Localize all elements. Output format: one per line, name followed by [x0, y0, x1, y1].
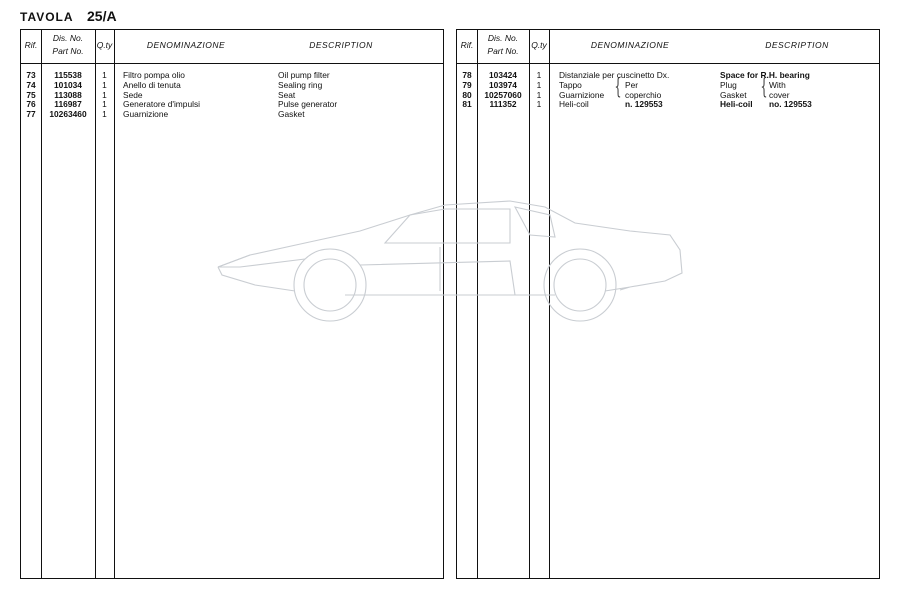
cell-qty: 1	[536, 70, 542, 80]
cell-rif: 81	[462, 99, 472, 110]
cell-denominazione: Guarnizione	[559, 89, 605, 100]
cell-qty: 1	[102, 70, 107, 80]
cell-part-no: 116987	[54, 99, 82, 110]
cell-part-no: 101034	[54, 79, 82, 90]
table-row	[21, 110, 443, 120]
cell-description: Sealing ring	[278, 79, 323, 90]
cell-rif: 74	[26, 79, 36, 90]
cell-denominazione: Anello di tenuta	[123, 79, 181, 90]
table-row	[21, 71, 443, 81]
tavola-label: TAVOLA	[20, 10, 74, 24]
cell-denominazione-2: coperchio	[625, 89, 662, 100]
header-divider	[21, 63, 443, 64]
table-row	[457, 91, 879, 101]
col-header-denominazione: DENOMINAZIONE	[146, 40, 226, 50]
col-header-description: DESCRIPTION	[309, 40, 373, 50]
cell-qty: 1	[102, 99, 107, 110]
header-divider	[457, 63, 879, 64]
cell-description: Gasket	[720, 89, 747, 100]
col-header-description: DESCRIPTION	[765, 40, 829, 50]
cell-description: Space for R.H. bearing	[720, 70, 810, 80]
col-header-rif: Rif.	[460, 40, 474, 50]
cell-qty: 1	[536, 89, 542, 100]
col-header-qty: Q.ty	[96, 40, 113, 50]
cell-denominazione: Generatore d'impulsi	[123, 99, 201, 110]
brace-icon: {	[760, 75, 768, 100]
cell-description-2: no. 129553	[769, 99, 812, 110]
tavola-number: 25/A	[87, 8, 117, 24]
cell-part-no: 103424	[489, 70, 517, 80]
table-row	[457, 100, 879, 110]
cell-denominazione: Filtro pompa olio	[123, 70, 185, 80]
cell-part-no: 10263460	[49, 109, 87, 120]
cell-denominazione: Heli-coil	[559, 99, 589, 110]
cell-description: Pulse generator	[278, 99, 338, 110]
cell-qty: 1	[536, 79, 542, 90]
table-row	[21, 81, 443, 91]
cell-rif: 73	[26, 70, 36, 80]
table-body-right	[457, 71, 879, 110]
col-header-qty: Q.ty	[531, 40, 547, 50]
cell-qty: 1	[536, 99, 542, 110]
cell-denominazione: Tappo	[559, 79, 582, 90]
cell-rif: 78	[462, 70, 472, 80]
car-silhouette-watermark	[210, 195, 690, 325]
cell-denominazione: Guarnizione	[123, 109, 169, 120]
cell-description: Gasket	[278, 109, 305, 120]
table-row	[21, 91, 443, 101]
cell-qty: 1	[102, 89, 107, 100]
cell-denominazione-2: n. 129553	[625, 99, 663, 110]
cell-description: Oil pump filter	[278, 70, 330, 80]
cell-rif: 75	[26, 89, 36, 100]
cell-description: Heli-coil	[720, 99, 753, 110]
cell-rif: 77	[26, 109, 36, 120]
cell-description-2: With	[769, 79, 786, 90]
cell-part-no: 10257060	[484, 89, 522, 100]
col-header-part-no: Part No.	[52, 46, 84, 56]
col-header-dis-no: Dis. No.	[487, 33, 519, 43]
cell-description: Plug	[720, 79, 737, 90]
cell-rif: 80	[462, 89, 472, 100]
cell-description-2: cover	[769, 89, 790, 100]
col-header-dis-no: Dis. No.	[52, 33, 84, 43]
col-header-part-no: Part No.	[487, 46, 519, 56]
cell-qty: 1	[102, 109, 107, 120]
cell-denominazione: Sede	[123, 89, 143, 100]
cell-rif: 76	[26, 99, 36, 110]
cell-description: Seat	[278, 89, 296, 100]
cell-rif: 79	[462, 79, 472, 90]
table-row	[457, 71, 879, 81]
cell-qty: 1	[102, 79, 107, 90]
table-body-left	[21, 71, 443, 120]
cell-denominazione: Distanziale per cuscinetto Dx.	[559, 70, 670, 80]
cell-part-no: 111352	[489, 99, 517, 110]
cell-part-no: 113088	[54, 89, 82, 100]
col-header-rif: Rif.	[24, 40, 38, 50]
cell-part-no: 103974	[489, 79, 517, 90]
cell-denominazione-2: Per	[625, 79, 639, 90]
cell-part-no: 115538	[54, 70, 82, 80]
brace-icon: {	[614, 75, 622, 100]
col-header-denominazione: DENOMINAZIONE	[590, 40, 670, 50]
